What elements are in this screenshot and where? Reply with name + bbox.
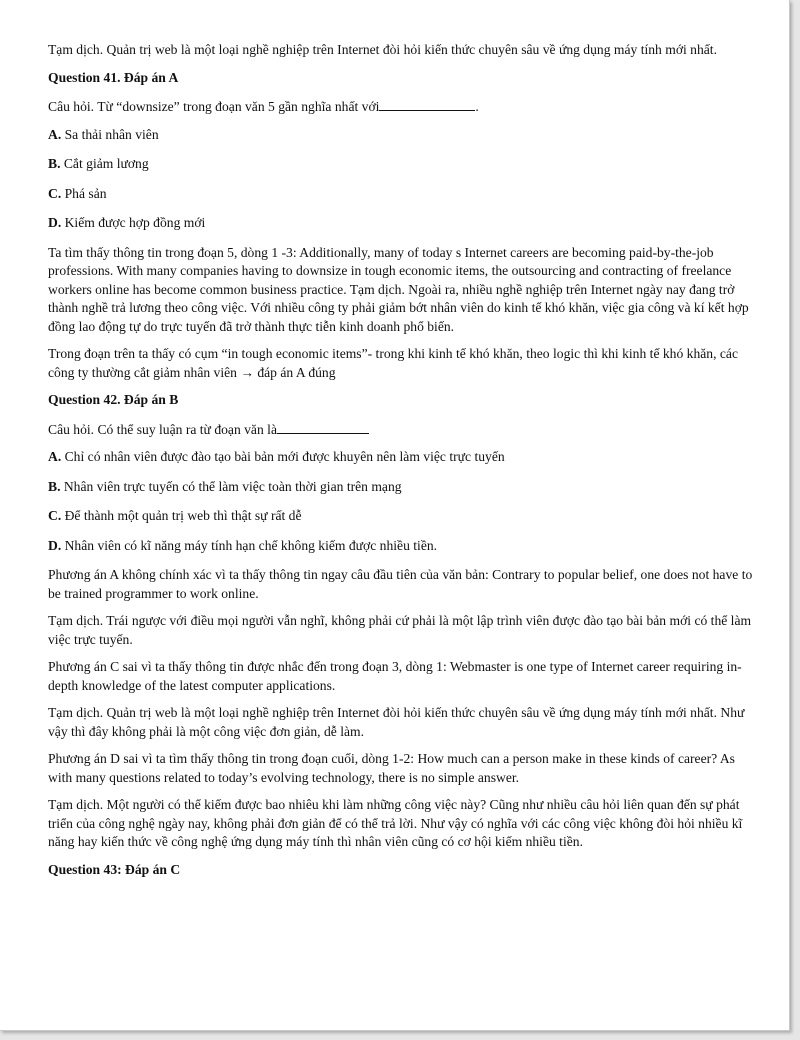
option-letter: C. — [48, 508, 62, 523]
question-41-prompt-text: Câu hỏi. Từ “downsize” trong đoạn văn 5 gần nghĩa nhất với — [48, 99, 380, 114]
option-text: Phá sản — [61, 185, 107, 201]
option-letter: B. — [48, 478, 61, 494]
option-text: Cắt giảm lương — [60, 156, 149, 171]
question-41-explanation: Ta tìm thấy thông tin trong đoạn 5, dòng 1 -3: Additionally, many of today s Internet careers are becoming paid-by-the-job professions. With many companies having to downsize in tough economic items, the outsourcing and contracting of freelance workers online has become common business practice. Tạm dịch. Ngoài ra, nhiều nghề nghiệp trên Internet ngày nay đang trở thành nghề trả lương theo công việc. Với nhiều công ty phải giảm bớt nhân viên do kinh tế khó khăn, việc gia công và kí kết hợp đồng lao động tự do trực tuyến đã trở thành thực tiễn kinh doanh phổ biến. — [48, 244, 749, 334]
question-42-prompt — [48, 421, 755, 440]
question-42-paragraph-2: Tạm dịch. Trái ngược với điều mọi người vẫn nghĩ, không phải cứ phải là một lập trình viên được đào tạo bài bản mới có thể làm việc trực tuyến. — [48, 613, 752, 647]
question-42-option-d — [48, 537, 755, 556]
answer-blank — [379, 98, 475, 111]
question-42-paragraph-3: Phương án C sai vì ta thấy thông tin được nhắc đến trong đoạn 3, dòng 1: Webmaster is one type of Internet career requiring in- depth knowledge of the latest computer applications. — [48, 659, 742, 693]
answer-blank — [277, 421, 369, 434]
option-letter: D. — [48, 537, 62, 553]
intro-paragraph: Tạm dịch. Quản trị web là một loại nghề nghiệp trên Internet đòi hỏi kiến thức chuyên sâu về ứng dụng máy tính mới nhất. — [48, 42, 717, 57]
option-text: Kiếm được hợp đồng mới — [61, 215, 206, 230]
option-letter: A. — [48, 126, 62, 142]
question-42-paragraph-4: Tạm dịch. Quản trị web là một loại nghề nghiệp trên Internet đòi hỏi kiến thức chuyên sâu về ứng dụng máy tính mới nhất. Như vậy thì đây không phải là một công việc đơn giản, dễ làm. — [48, 705, 745, 739]
question-42-option-c — [48, 507, 755, 526]
question-42-paragraph-5: Phương án D sai vì ta tìm thấy thông tin trong đoạn cuối, dòng 1-2: How much can a person make in these kinds of career? As with many questions related to today’s evolving technology, there is no simple answer. — [48, 751, 735, 785]
question-42-option-a — [48, 448, 755, 467]
question-41-prompt — [48, 98, 755, 117]
question-41-option-b — [48, 155, 755, 174]
question-42-heading: Question 42. Đáp án B — [48, 392, 179, 407]
question-42-option-b — [48, 478, 755, 497]
question-42-prompt-text: Câu hỏi. Có thể suy luận ra từ đoạn văn là — [48, 421, 277, 437]
question-41-prompt-end: . — [475, 99, 479, 114]
option-letter: D. — [48, 215, 62, 230]
option-text: Nhân viên có kĩ năng máy tính hạn chế không kiếm được nhiều tiền. — [61, 537, 438, 553]
question-41-option-d — [48, 214, 755, 233]
question-41-option-c — [48, 185, 755, 204]
question-42-paragraph-1: Phương án A không chính xác vì ta thấy thông tin ngay câu đầu tiên của văn bản: Contrary to popular belief, one does not have to be trained programmer to work online. — [48, 567, 753, 601]
question-42-paragraph-6: Tạm dịch. Một người có thể kiếm được bao nhiêu khi làm những công việc này? Cũng như nhiều câu hỏi liên quan đến sự phát triển của công nghệ ngày nay, không phải đơn giản để có thể trả lời. Như vậy có nghĩa với các công việc không đòi hỏi nhiều kĩ năng hay kiến thức về công nghệ ứng dụng máy tính thì nhân viên cũng có cơ hội kiếm nhiều tiền. — [48, 797, 743, 849]
question-43-heading: Question 43: Đáp án C — [48, 861, 181, 877]
option-text: Sa thải nhân viên — [61, 126, 159, 142]
option-text: Để thành một quản trị web thì thật sự rất dễ — [61, 508, 302, 523]
option-letter: B. — [48, 156, 61, 171]
option-letter: C. — [48, 185, 62, 201]
option-text: Chỉ có nhân viên được đào tạo bài bản mới được khuyên nên làm việc trực tuyến — [61, 449, 505, 464]
question-41-conclusion: Trong đoạn trên ta thấy có cụm “in tough economic items”- trong khi kinh tế khó khăn, theo logic thì khi kinh tế khó khăn, các công ty thường cắt giảm nhân viên → đáp án A đúng — [48, 346, 738, 380]
question-41-heading: Question 41. Đáp án A — [48, 69, 179, 85]
option-letter: A. — [48, 449, 62, 464]
question-41-option-a — [48, 126, 755, 145]
option-text: Nhân viên trực tuyến có thể làm việc toàn thời gian trên mạng — [60, 478, 402, 494]
